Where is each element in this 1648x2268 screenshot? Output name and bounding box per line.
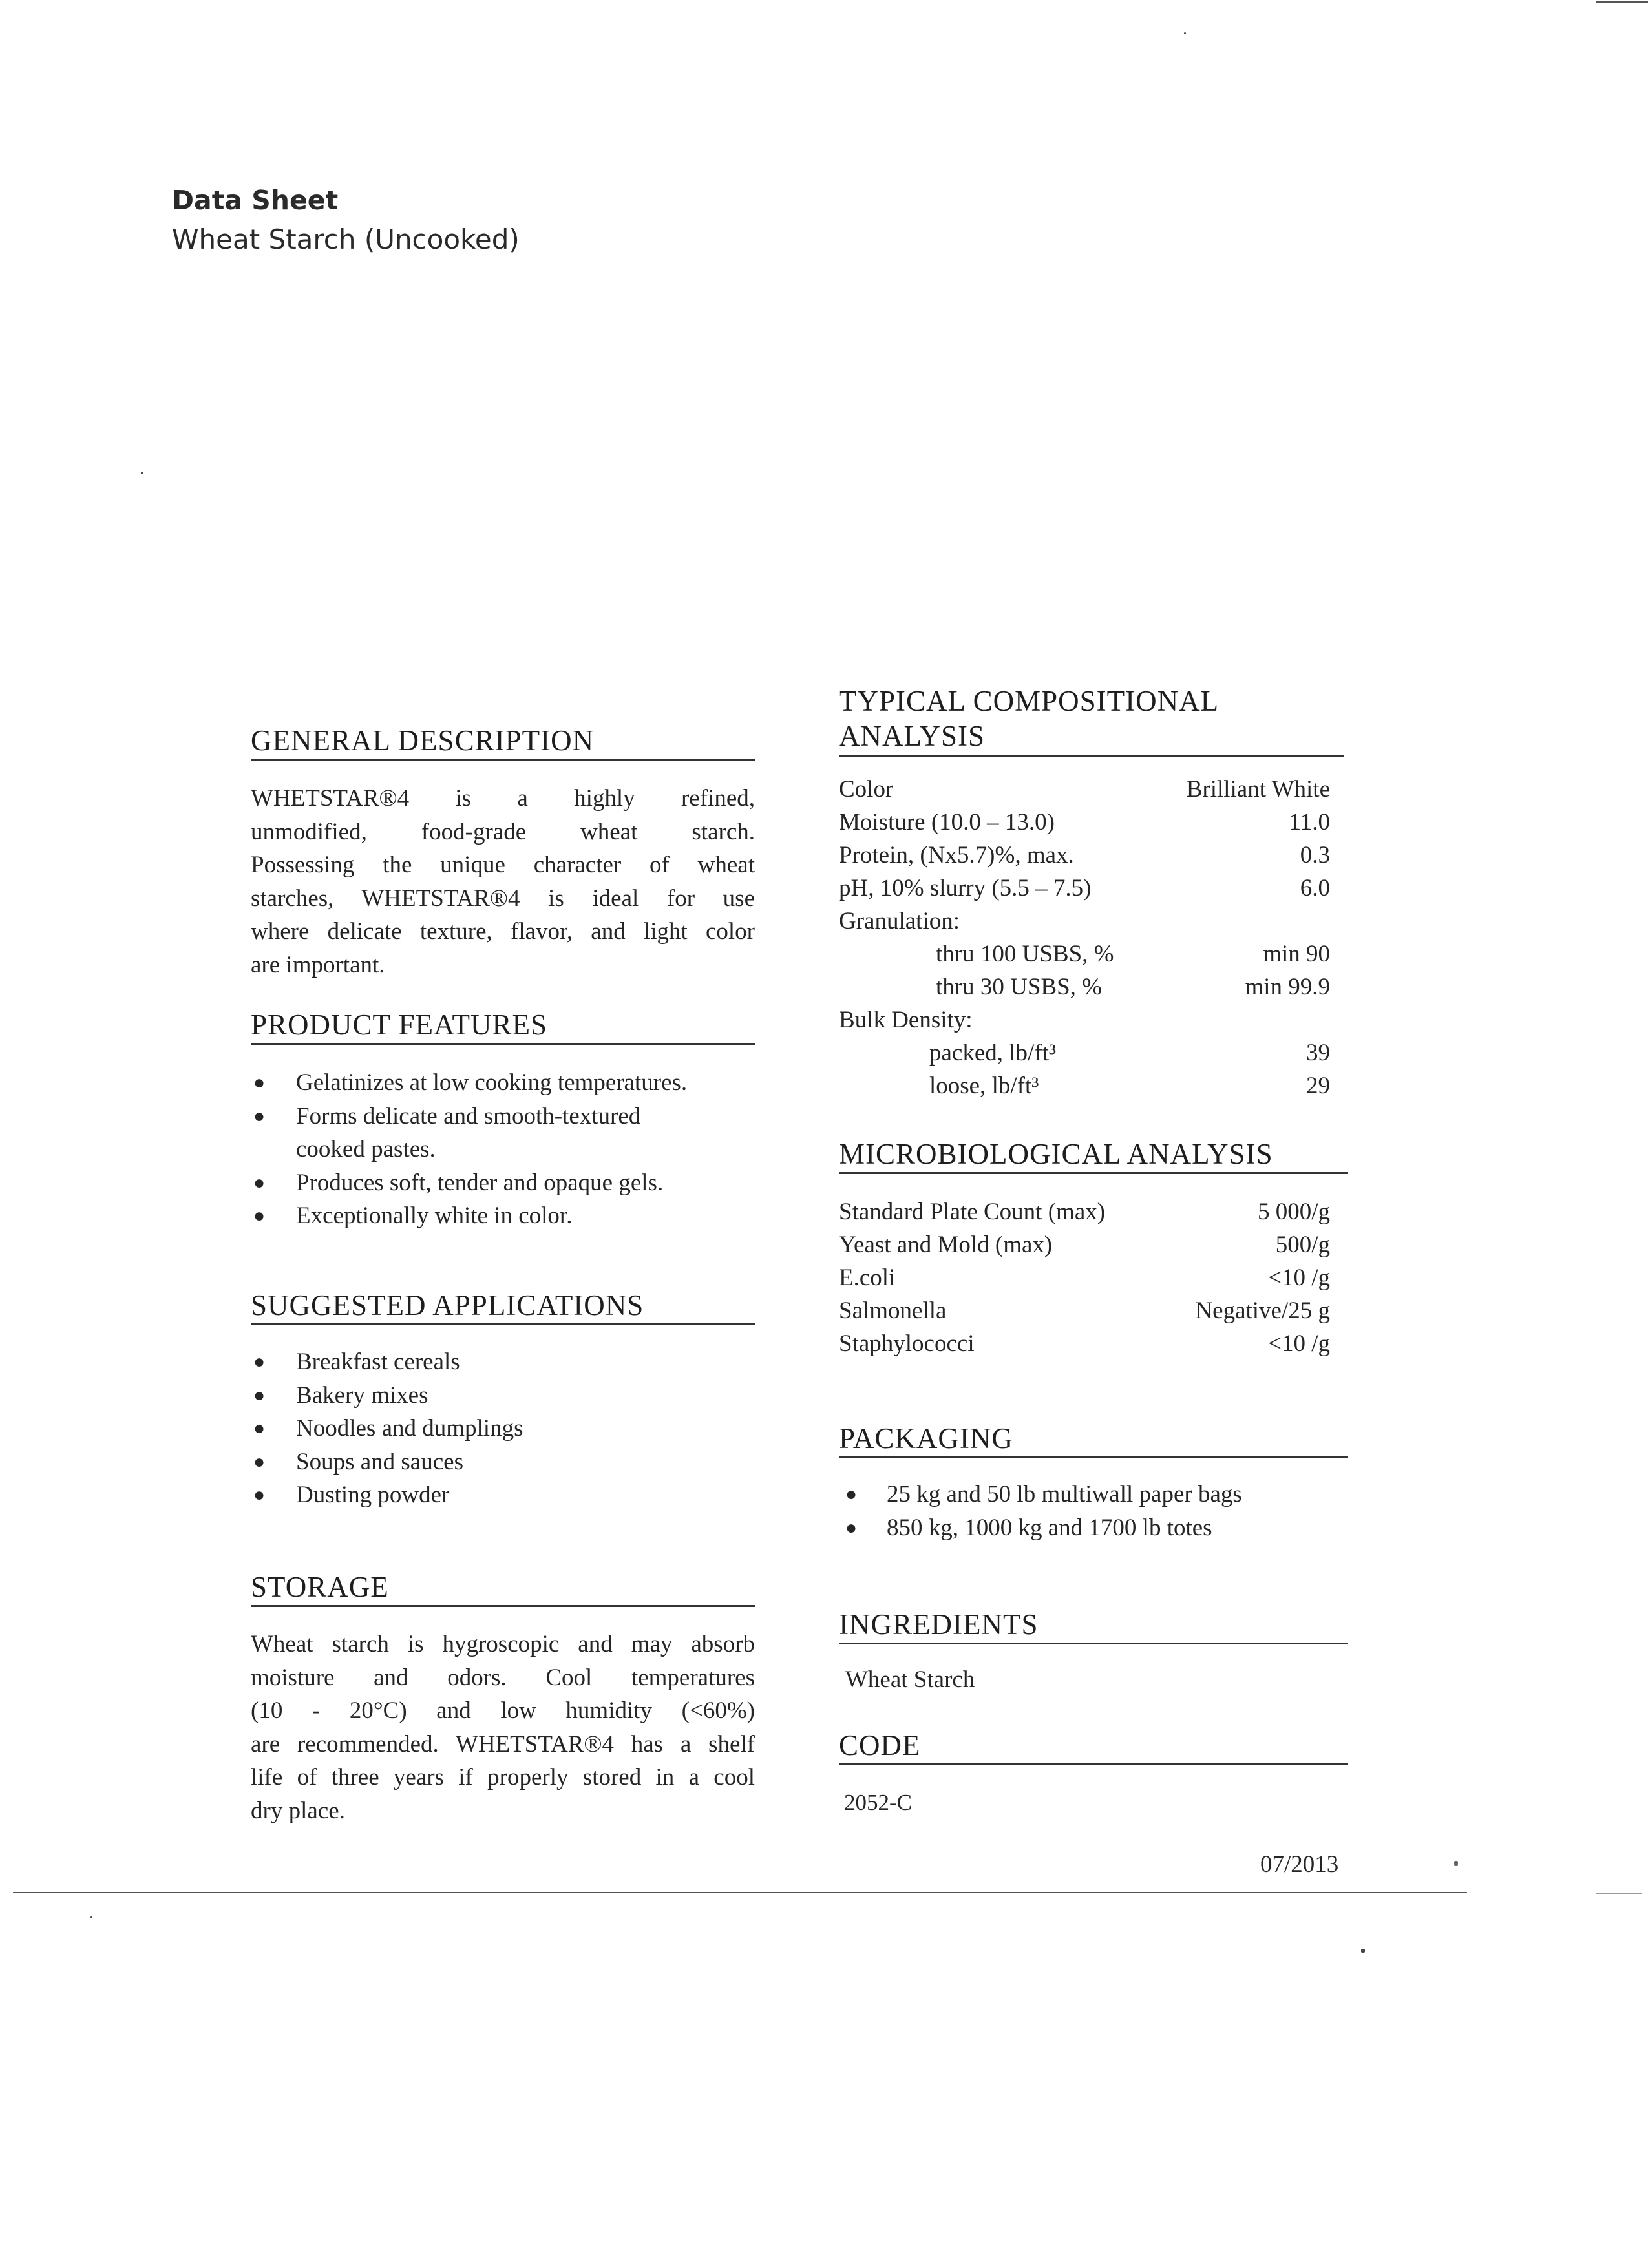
storage-line: Wheat starch is hygroscopic and may absorb (251, 1631, 755, 1657)
row-value: Brilliant White (1186, 776, 1330, 803)
general-description-text (251, 782, 755, 982)
code-text (839, 1786, 1344, 1819)
product-feature-text: Forms delicate and smooth-textured cooked pastes. (296, 1102, 641, 1162)
scan-speck (90, 1916, 92, 1918)
list-item (839, 1478, 1344, 1511)
scan-speck (141, 472, 143, 474)
application-text: Noodles and dumplings (296, 1415, 523, 1442)
footer-divider-fragment (1596, 1893, 1642, 1894)
product-feature-text: Gelatinizes at low cooking temperatures. (296, 1069, 688, 1096)
right-column (839, 0, 1344, 2268)
table-row (839, 1294, 1344, 1327)
packaging-list (839, 1478, 1344, 1544)
row-label: packed, lb/ft³ (929, 1040, 1057, 1066)
row-label: Salmonella (839, 1297, 947, 1324)
application-text: Soups and sauces (296, 1448, 463, 1475)
bullet-icon: ● (253, 1384, 266, 1406)
packaging-heading: PACKAGING (839, 1422, 1348, 1458)
list-item (251, 1445, 755, 1479)
table-row (839, 1195, 1344, 1228)
bullet-icon: ● (253, 1171, 266, 1193)
application-text: Breakfast cereals (296, 1349, 460, 1375)
storage-line: life of three years if properly stored in a cool (251, 1764, 755, 1790)
ingredients-value: Wheat Starch (845, 1666, 975, 1693)
list-item (251, 1412, 755, 1445)
row-label: Yeast and Mold (max) (839, 1232, 1053, 1258)
storage-line: (10 - 20°C) and low humidity (<60%) (251, 1697, 755, 1724)
row-value: 0.3 (1300, 842, 1330, 868)
list-item (251, 1199, 755, 1233)
row-label: Protein, (Nx5.7)%, max. (839, 842, 1074, 868)
footer-divider (13, 1892, 1467, 1893)
storage-text (251, 1628, 755, 1827)
general-description-heading: GENERAL DESCRIPTION (251, 724, 755, 761)
left-column (251, 0, 755, 2268)
scan-speck (1184, 32, 1186, 34)
code-value: 2052-C (844, 1790, 912, 1815)
general-description-line: WHETSTAR®4 is a highly refined, (251, 785, 755, 812)
document-title: Data Sheet (172, 185, 339, 216)
row-label: Staphylococci (839, 1330, 975, 1357)
row-label: thru 30 USBS, % (936, 974, 1102, 1000)
row-label: E.coli (839, 1265, 896, 1291)
row-value: 29 (1306, 1073, 1330, 1099)
table-row (839, 1003, 1344, 1036)
row-label: Granulation: (839, 908, 960, 934)
general-description-line: starches, WHETSTAR®4 is ideal for use (251, 885, 755, 912)
list-item (251, 1166, 755, 1200)
storage-heading: STORAGE (251, 1570, 755, 1607)
product-features-list (251, 1066, 755, 1233)
storage-line: dry place. (251, 1797, 345, 1824)
bullet-icon: ● (253, 1351, 266, 1372)
table-row (839, 839, 1344, 872)
bullet-icon: ● (845, 1484, 858, 1505)
row-value: 6.0 (1300, 875, 1330, 901)
compositional-analysis-heading-line: TYPICAL COMPOSITIONAL (839, 685, 1220, 717)
row-value: 39 (1306, 1040, 1330, 1066)
table-row (839, 1327, 1344, 1360)
table-row (839, 1228, 1344, 1261)
scan-speck (1361, 1949, 1365, 1953)
list-item (251, 1066, 755, 1100)
bullet-icon: ● (253, 1484, 266, 1506)
table-row (839, 938, 1344, 971)
row-label: loose, lb/ft³ (929, 1073, 1039, 1099)
product-features-heading: PRODUCT FEATURES (251, 1008, 755, 1045)
general-description-line: unmodified, food-grade wheat starch. (251, 818, 755, 845)
list-item (251, 1345, 755, 1379)
scan-edge-line (1596, 1, 1648, 3)
list-item (251, 1478, 755, 1512)
application-text: Dusting powder (296, 1482, 450, 1508)
bullet-icon: ● (253, 1451, 266, 1473)
row-label: thru 100 USBS, % (936, 941, 1114, 967)
bullet-icon: ● (253, 1205, 266, 1226)
row-value: <10 /g (1268, 1330, 1330, 1357)
packaging-text: 850 kg, 1000 kg and 1700 lb totes (887, 1514, 1212, 1541)
row-value: min 99.9 (1245, 974, 1330, 1000)
suggested-applications-heading: SUGGESTED APPLICATIONS (251, 1288, 755, 1325)
revision-date: 07/2013 (1260, 1851, 1339, 1878)
product-feature-text: Produces soft, tender and opaque gels. (296, 1169, 664, 1196)
table-row (839, 1036, 1344, 1069)
scan-speck (1454, 1861, 1458, 1866)
row-label: Color (839, 776, 894, 803)
table-row (839, 971, 1344, 1003)
list-item (251, 1379, 755, 1412)
bullet-icon: ● (845, 1517, 858, 1538)
product-feature-text: Exceptionally white in color. (296, 1202, 573, 1229)
storage-line: moisture and odors. Cool temperatures (251, 1664, 755, 1691)
row-value: Negative/25 g (1195, 1297, 1330, 1324)
table-row (839, 773, 1344, 806)
application-text: Bakery mixes (296, 1381, 428, 1409)
table-row (839, 872, 1344, 905)
table-row (839, 1069, 1344, 1102)
ingredients-text (839, 1663, 1344, 1696)
table-row (839, 905, 1344, 938)
row-label: Bulk Density: (839, 1007, 973, 1033)
packaging-text: 25 kg and 50 lb multiwall paper bags (887, 1481, 1242, 1507)
general-description-line: where delicate texture, flavor, and light color (251, 918, 755, 945)
row-label: Standard Plate Count (max) (839, 1199, 1106, 1225)
storage-line: are recommended. WHETSTAR®4 has a shelf (251, 1730, 755, 1758)
table-row (839, 1261, 1344, 1294)
suggested-applications-list (251, 1345, 755, 1512)
row-label: pH, 10% slurry (5.5 – 7.5) (839, 875, 1092, 901)
row-value: 11.0 (1289, 809, 1330, 835)
list-item (251, 1100, 658, 1166)
compositional-analysis-heading-line: ANALYSIS (839, 720, 986, 752)
list-item (839, 1511, 1344, 1545)
general-description-line: Possessing the unique character of wheat (251, 852, 755, 878)
table-row (839, 806, 1344, 839)
bullet-icon: ● (253, 1072, 266, 1093)
general-description-line: are important. (251, 951, 385, 978)
row-label: Moisture (10.0 – 13.0) (839, 809, 1055, 835)
row-value: <10 /g (1268, 1265, 1330, 1291)
row-value: 5 000/g (1257, 1199, 1330, 1225)
microbiological-analysis-heading: MICROBIOLOGICAL ANALYSIS (839, 1137, 1348, 1174)
bullet-icon: ● (253, 1418, 266, 1439)
compositional-analysis-heading (839, 684, 1344, 757)
ingredients-heading: INGREDIENTS (839, 1608, 1348, 1644)
document-subtitle: Wheat Starch (Uncooked) (172, 224, 520, 255)
row-value: min 90 (1263, 941, 1330, 967)
row-value: 500/g (1275, 1232, 1330, 1258)
code-heading: CODE (839, 1728, 1348, 1765)
bullet-icon: ● (253, 1105, 266, 1127)
